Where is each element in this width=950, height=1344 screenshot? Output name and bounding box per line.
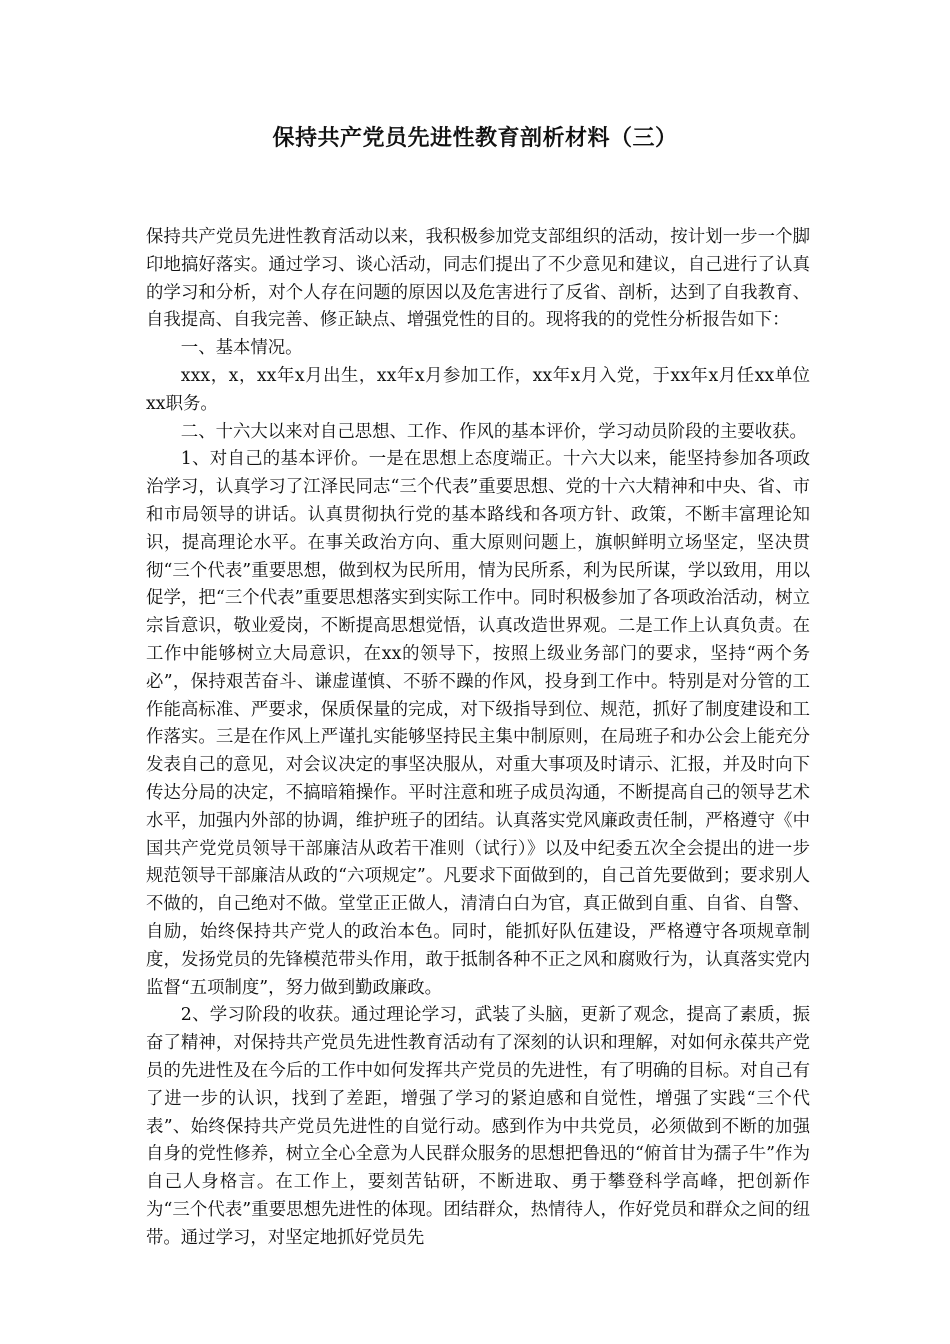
basic-info-paragraph: xxx，x，xx年x月出生，xx年x月参加工作，xx年x月入党，于xx年x月任xx单位xx职务。 bbox=[146, 365, 810, 414]
section-heading-basic-info: 一、基本情况。 bbox=[180, 338, 303, 359]
study-gains-paragraph: 2、学习阶段的收获。通过理论学习，武装了头脑，更新了观念，提高了素质，振奋了精神，对保持共产党员先进性教育活动有了深刻的认识和理解，对如何永葆共产党员的先进性及在今后的工作中如何发挥共产党员的先进性，有了明确的目标。对自己有了进一步的认识，找到了差距，增强了学习的紧迫感和自觉性，增强了实践“三个代表”、始终保持共产党员先进性的自觉行动。感到作为中共党员，必须做到不断的加强自身的党性修养，树立全心全意为人民群众服务的思想把鲁迅的“俯首甘为孺子牛”作为自己人身格言。在工作上，要刻苦钻研，不断进取、勇于攀登科学高峰，把创新作为“三个代表”重要思想先进性的体现。团结群众，热情待人，作好党员和群众之间的纽带。通过学习，对坚定地抓好党员先 bbox=[146, 1005, 810, 1248]
intro-paragraph: 保持共产党员先进性教育活动以来，我积极参加党支部组织的活动，按计划一步一个脚印地搞好落实。通过学习、谈心活动，同志们提出了不少意见和建议，自己进行了认真的学习和分析，对个人存在问题的原因以及危害进行了反省、剖析，达到了自我教育、自我提高、自我完善、修正缺点、增强党性的目的。现将我的的党性分析报告如下： bbox=[146, 227, 810, 331]
section-heading-evaluation: 二、十六大以来对自己思想、工作、作风的基本评价，学习动员阶段的主要收获。 bbox=[180, 421, 807, 442]
document-body bbox=[146, 224, 810, 1252]
document-title: 保持共产党员先进性教育剖析材料（三） bbox=[272, 125, 678, 151]
self-evaluation-paragraph: 1、对自己的基本评价。一是在思想上态度端正。十六大以来，能坚持参加各项政治学习，认真学习了江泽民同志“三个代表”重要思想、党的十六大精神和中央、省、市和市局领导的讲话。认真贯彻执行党的基本路线和各项方针、政策，不断丰富理论知识，提高理论水平。在事关政治方向、重大原则问题上，旗帜鲜明立场坚定，坚决贯彻“三个代表”重要思想，做到权为民所用，情为民所系，利为民所谋，学以致用，用以促学，把“三个代表”重要思想落实到实际工作中。同时积极参加了各项政治活动，树立宗旨意识，敬业爱岗，不断提高思想觉悟，认真改造世界观。二是工作上认真负责。在工作中能够树立大局意识，在xx的领导下，按照上级业务部门的要求，坚持“两个务必”，保持艰苦奋斗、谦虚谨慎、不骄不躁的作风，投身到工作中。特别是对分管的工作能高标准、严要求，保质保量的完成，对下级指导到位、规范，抓好了制度建设和工作落实。三是在作风上严谨扎实能够坚持民主集中制原则，在局班子和办公会上能充分发表自己的意见，对会议决定的事坚决服从，对重大事项及时请示、汇报，并及时向下传达分局的决定，不搞暗箱操作。平时注意和班子成员沟通，不断提高自己的领导艺术水平，加强内外部的协调，维护班子的团结。认真落实党风廉政责任制，严格遵守《中国共产党党员领导干部廉洁从政若干准则（试行）》以及中纪委五次全会提出的进一步规范领导干部廉洁从政的“六项规定”。凡要求下面做到的，自己首先要做到；要求别人不做的，自己绝对不做。堂堂正正做人，清清白白为官，真正做到自重、自省、自警、自励，始终保持共产党人的政治本色。同时，能抓好队伍建设，严格遵守各项规章制度，发扬党员的先锋模范带头作用，敢于抵制各种不正之风和腐败行为，认真落实党内监督“五项制度”，努力做到勤政廉政。 bbox=[146, 449, 810, 998]
